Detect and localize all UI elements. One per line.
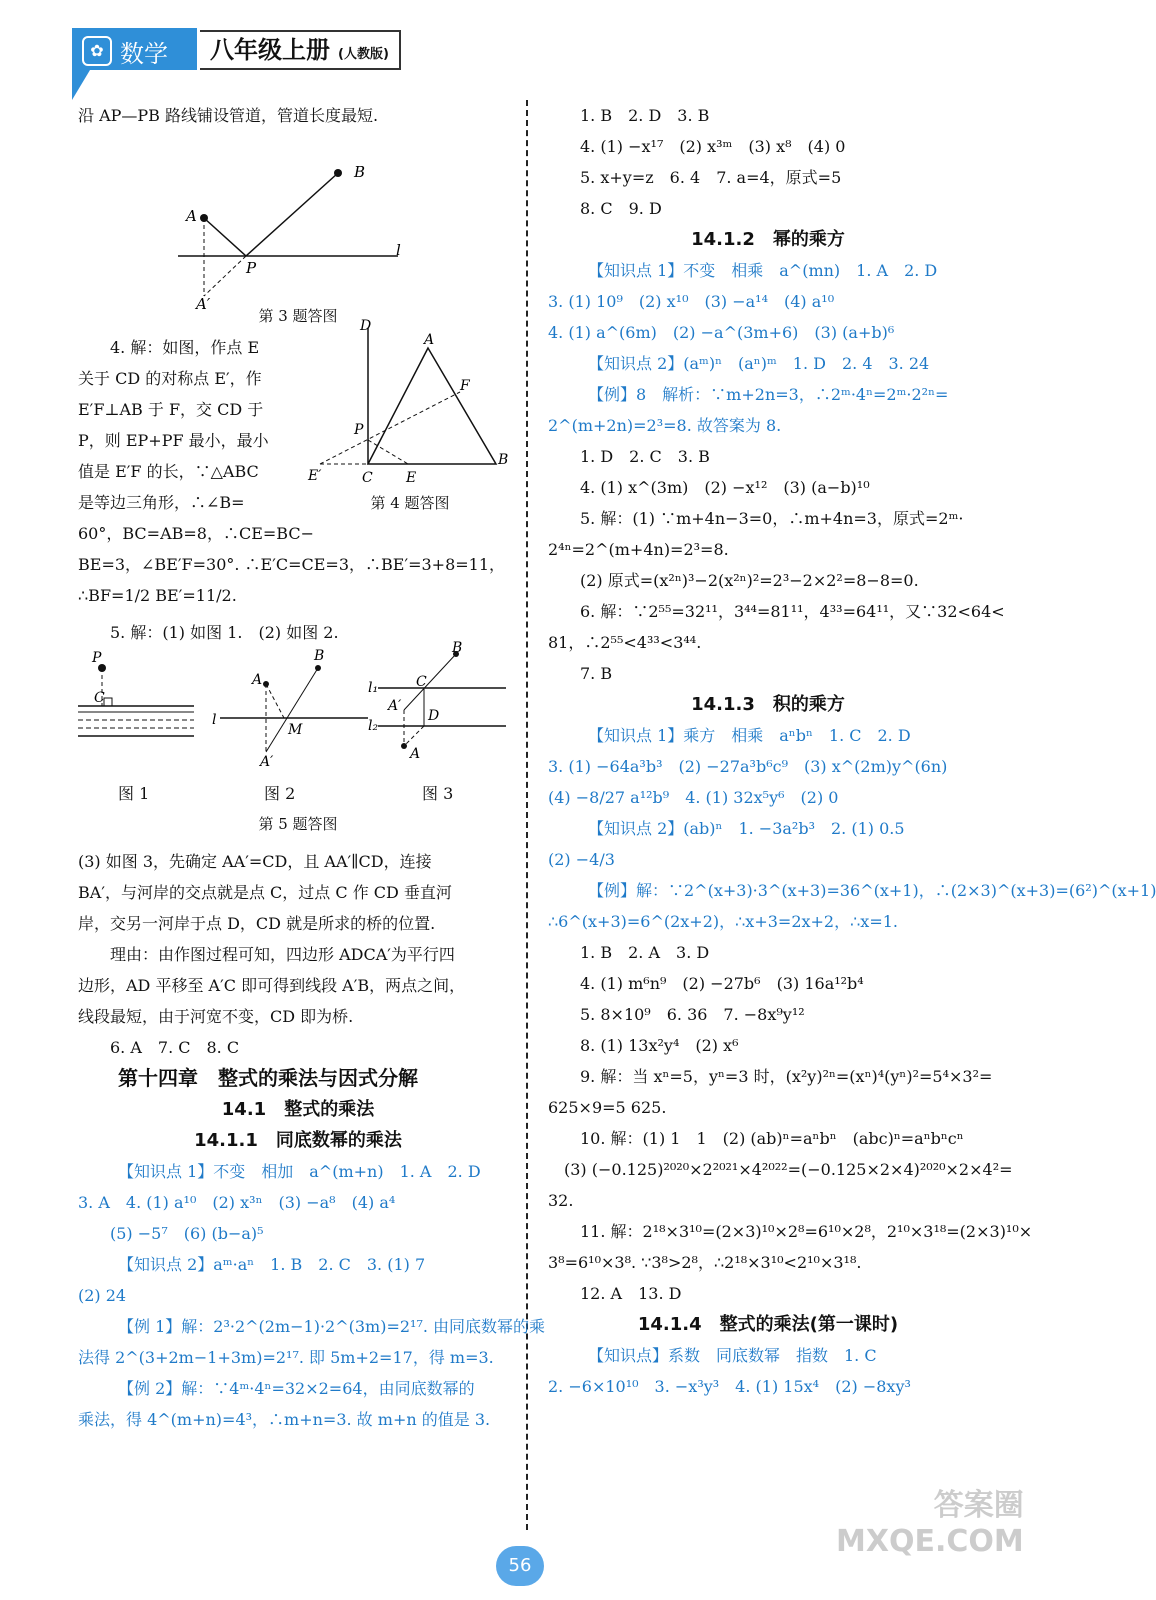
grade-text: 八年级上册 <box>210 36 330 64</box>
answer-line: (2) −4/3 <box>548 850 615 869</box>
answer-line: 8. (1) 13x²y⁴ (2) x⁶ <box>580 1036 739 1055</box>
answer-line: 2. −6×10¹⁰ 3. −x³y³ 4. (1) 15x⁴ (2) −8xy³ <box>548 1377 911 1396</box>
answer-line: 1. B 2. D 3. B <box>580 106 710 125</box>
page-number: 56 <box>496 1546 544 1586</box>
example: 【例 1】解：2³·2^(2m−1)·2^(3m)=2¹⁷. 由同底数幂的乘 <box>118 1317 546 1336</box>
answer-line: 9. 解：当 xⁿ=5，yⁿ=3 时，(x²y)²ⁿ=(xⁿ)⁴(yⁿ)²=5⁴×3²= <box>580 1067 993 1086</box>
knowledge-point: 【知识点 2】(aᵐ)ⁿ (aⁿ)ᵐ 1. D 2. 4 3. 24 <box>588 354 930 373</box>
right-column <box>548 100 1156 1402</box>
answer-line: P，则 EP+PF 最小，最小 <box>78 431 269 450</box>
answer-line: E′F⊥AB 于 F，交 CD 于 <box>78 400 264 419</box>
subsection-title: 14.1.1 同底数幂的乘法 <box>194 1130 402 1151</box>
answer-line: 理由：由作图过程可知，四边形 ADCA′为平行四 <box>110 945 455 964</box>
answer-line: 6. 解：∵2⁵⁵=32¹¹，3⁴⁴=81¹¹，4³³=64¹¹，又∵32<64< <box>580 602 1005 621</box>
answer-line: (5) −5⁷ (6) (b−a)⁵ <box>110 1224 264 1243</box>
answer-line: 3⁸=6¹⁰×3⁸. ∵3⁸>2⁸，∴2¹⁸×3¹⁰<2¹⁰×3¹⁸. <box>548 1253 862 1272</box>
leaf-icon: ✿ <box>82 36 112 66</box>
answer-line: 1. B 2. A 3. D <box>580 943 710 962</box>
answer-line: BE=3，∠BE′F=30°. ∴E′C=CE=3，∴BE′=3+8=11， <box>78 555 506 574</box>
answer-line: (3) (−0.125)²⁰²⁰×2²⁰²¹×4²⁰²²=(−0.125×2×4)²⁰²⁰×2×4²= <box>564 1160 1013 1179</box>
watermark <box>836 1488 1024 1560</box>
svg-text:P: P <box>246 259 257 277</box>
answer-line: (2) 原式=(x²ⁿ)³−2(x²ⁿ)²=2³−2×2²=8−8=0. <box>580 571 919 590</box>
answer-line: 沿 AP—PB 路线铺设管道，管道长度最短. <box>78 106 379 125</box>
section-title: 14.1 整式的乘法 <box>221 1099 375 1120</box>
answer-line: 5. x+y=z 6. 4 7. a=4，原式=5 <box>580 168 842 187</box>
svg-text:M: M <box>288 722 303 738</box>
svg-text:E′: E′ <box>308 468 322 484</box>
svg-text:E: E <box>406 470 417 486</box>
figure-5-labels <box>78 778 518 809</box>
example: 法得 2^(3+2m−1+3m)=2¹⁷. 即 5m+2=17，得 m=3. <box>78 1348 494 1367</box>
answer-line: 81，∴2⁵⁵<4³³<3⁴⁴. <box>548 633 702 652</box>
svg-text:l: l <box>396 241 401 259</box>
answer-line: (4) −8/27 a¹²b⁹ 4. (1) 32x⁵y⁶ (2) 0 <box>548 788 839 807</box>
answer-line: 3. A 4. (1) a¹⁰ (2) x³ⁿ (3) −a⁸ (4) a⁴ <box>78 1193 396 1212</box>
page-header <box>72 28 402 70</box>
watermark-line: MXQE.COM <box>836 1524 1024 1559</box>
answer-line: 3. (1) −64a³b³ (2) −27a³b⁶c⁹ (3) x^(2m)y^(6n) <box>548 757 948 776</box>
knowledge-point: 【知识点 1】不变 相乘 a^(mn) 1. A 2. D <box>588 261 938 280</box>
svg-text:C: C <box>416 674 427 690</box>
figure-4 <box>300 318 520 488</box>
svg-text:A: A <box>424 332 435 348</box>
answer-line: 关于 CD 的对称点 E′，作 <box>78 369 262 388</box>
svg-text:l₁: l₁ <box>368 680 379 696</box>
svg-text:D: D <box>360 318 372 334</box>
answer-line: 岸，交另一河岸于点 D，CD 就是所求的桥的位置. <box>78 914 436 933</box>
subsection-title: 14.1.2 幂的乘方 <box>691 229 845 250</box>
answer-line: 6. A 7. C 8. C <box>110 1038 240 1057</box>
answer-line: 625×9=5 625. <box>548 1098 667 1117</box>
figure-4-block <box>300 318 520 513</box>
figure-caption: 第 4 题答图 <box>370 494 450 512</box>
answer-line: ∴BF=1/2 BE′=11/2. <box>78 586 237 605</box>
figure-label: 图 2 <box>264 784 296 803</box>
answer-line: 值是 E′F 的长，∵△ABC <box>78 462 259 481</box>
answer-line: 4. (1) −x¹⁷ (2) x³ᵐ (3) x⁸ (4) 0 <box>580 137 846 156</box>
answer-line: 5. 8×10⁹ 6. 36 7. −8x⁹y¹² <box>580 1005 805 1024</box>
answer-line: (3) 如图 3，先确定 AA′=CD，且 AA′∥CD，连接 <box>78 852 432 871</box>
answer-line: (2) 24 <box>78 1286 127 1305</box>
knowledge-point: 【知识点 2】aᵐ·aⁿ 1. B 2. C 3. (1) 7 <box>118 1255 426 1274</box>
figure-3 <box>78 131 518 313</box>
svg-text:F: F <box>460 378 470 394</box>
svg-text:A: A <box>186 207 197 225</box>
answer-line: 2⁴ⁿ=2^(m+4n)=2³=8. <box>548 540 729 559</box>
answer-line: BA′，与河岸的交点就是点 C，过点 C 作 CD 垂直河 <box>78 883 452 902</box>
watermark-line: 答案圈 <box>933 1488 1024 1523</box>
subsection-title: 14.1.4 整式的乘法(第一课时) <box>637 1314 899 1335</box>
edition-text: (人教版) <box>338 47 389 62</box>
answer-line: 1. D 2. C 3. B <box>580 447 710 466</box>
header-tail-decoration <box>72 70 90 100</box>
svg-text:l₂: l₂ <box>368 718 379 734</box>
svg-text:P: P <box>92 650 102 666</box>
svg-text:A: A <box>252 672 263 688</box>
figure-caption: 第 3 题答图 <box>258 307 338 325</box>
answer-line: 是等边三角形，∴∠B= <box>78 493 245 512</box>
answer-line: 60°，BC=AB=8，∴CE=BC− <box>78 524 314 543</box>
svg-text:P: P <box>354 422 364 438</box>
svg-text:A′: A′ <box>260 754 274 770</box>
knowledge-point: 【知识点 1】不变 相加 a^(m+n) 1. A 2. D <box>118 1162 481 1181</box>
example: 【例】8 解析：∵m+2n=3，∴2ᵐ·4ⁿ=2ᵐ·2²ⁿ= <box>588 385 949 404</box>
svg-text:C: C <box>362 470 373 486</box>
svg-text:B: B <box>314 648 325 664</box>
svg-text:B: B <box>354 163 366 181</box>
answer-line: 10. 解：(1) 1 1 (2) (ab)ⁿ=aⁿbⁿ (abc)ⁿ=aⁿbⁿcⁿ <box>580 1129 964 1148</box>
answer-line: 4. (1) m⁶n⁹ (2) −27b⁶ (3) 16a¹²b⁴ <box>580 974 864 993</box>
example: ∴6^(x+3)=6^(2x+2)，∴x+3=2x+2，∴x=1. <box>548 912 898 931</box>
figure-caption: 第 5 题答图 <box>258 815 338 833</box>
answer-line: 4. (1) a^(6m) (2) −a^(3m+6) (3) (a+b)⁶ <box>548 323 895 342</box>
example: 乘法，得 4^(m+n)=4³，∴m+n=3. 故 m+n 的值是 3. <box>78 1410 491 1429</box>
chapter-title: 第十四章 整式的乘法与因式分解 <box>118 1066 418 1090</box>
answer-line: 7. B <box>580 664 613 683</box>
example: 【例】解：∵2^(x+3)·3^(x+3)=36^(x+1)，∴(2×3)^(x+3)=(6²)^(x+1) <box>588 881 1156 900</box>
subsection-title: 14.1.3 积的乘方 <box>691 694 845 715</box>
svg-text:B: B <box>452 640 463 656</box>
example: 2^(m+2n)=2³=8. 故答案为 8. <box>548 416 782 435</box>
svg-text:A′: A′ <box>388 698 402 714</box>
answer-line: 32. <box>548 1191 574 1210</box>
knowledge-point: 【知识点 2】(ab)ⁿ 1. −3a²b³ 2. (1) 0.5 <box>588 819 905 838</box>
answer-line: 11. 解：2¹⁸×3¹⁰=(2×3)¹⁰×2⁸=6¹⁰×2⁸，2¹⁰×3¹⁸=(2×3)¹⁰× <box>580 1222 1033 1241</box>
answer-line: 线段最短，由于河宽不变，CD 即为桥. <box>78 1007 354 1026</box>
answer-line: 8. C 9. D <box>580 199 662 218</box>
figure-5 <box>78 640 518 778</box>
example: 【例 2】解：∵4ᵐ·4ⁿ=32×2=64，由同底数幂的 <box>118 1379 475 1398</box>
answer-line: 边形，AD 平移至 A′C 即可得到线段 A′B，两点之间， <box>78 976 466 995</box>
figure-label: 图 1 <box>118 784 150 803</box>
knowledge-point: 【知识点 1】乘方 相乘 aⁿbⁿ 1. C 2. D <box>588 726 911 745</box>
answer-line: 3. (1) 10⁹ (2) x¹⁰ (3) −a¹⁴ (4) a¹⁰ <box>548 292 835 311</box>
header-subject-block <box>72 28 197 70</box>
header-grade <box>200 30 401 70</box>
answer-line: 5. 解：(1) ∵m+4n−3=0，∴m+4n=3，原式=2ᵐ· <box>580 509 964 528</box>
answer-line: 12. A 13. D <box>580 1284 682 1303</box>
svg-text:A′: A′ <box>196 295 211 313</box>
svg-text:l: l <box>212 712 217 728</box>
left-column <box>78 100 546 1435</box>
svg-text:D: D <box>428 708 440 724</box>
figure-label: 图 3 <box>422 784 454 803</box>
answer-line: 5. 解：(1) 如图 1. (2) 如图 2. <box>110 623 339 642</box>
header-subject: 数学 <box>120 40 168 68</box>
svg-text:B: B <box>498 452 509 468</box>
knowledge-point: 【知识点】系数 同底数幂 指数 1. C <box>588 1346 877 1365</box>
svg-text:C: C <box>94 690 105 706</box>
answer-line: 4. (1) x^(3m) (2) −x¹² (3) (a−b)¹⁰ <box>580 478 870 497</box>
answer-line: 4. 解：如图，作点 E <box>110 338 260 357</box>
svg-text:A: A <box>410 746 421 762</box>
